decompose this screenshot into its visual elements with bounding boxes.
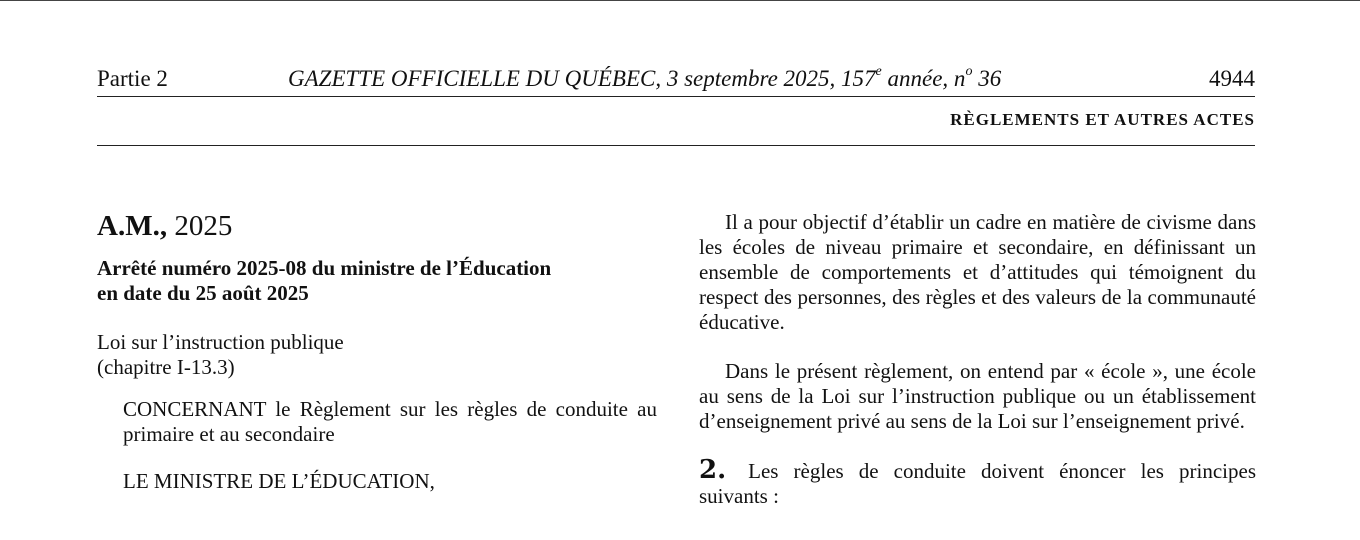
paragraph-definition: Dans le présent règlement, on entend par « école », une école au sens de la Loi sur l’instruction publique ou un établissement d’enseignement privé au sens de la Loi sur l’enseignement privé. — [699, 359, 1256, 433]
concernant-text: CONCERNANT le Règlement sur les règles de conduite au primaire et au secondaire — [123, 397, 657, 446]
loi-reference: Loi sur l’instruction publique (chapitre I-13.3) — [97, 330, 344, 379]
paragraph-objectif: Il a pour objectif d’établir un cadre en matière de civisme dans les écoles de niveau primaire et secondaire, en définissant un ensemble de comportements et d’attitudes qui témoignent du respect des personnes, des règles et des valeurs de la communauté éducative. — [699, 210, 1256, 334]
header-gazette-title: GAZETTE OFFICIELLE DU QUÉBEC, 3 septembre 2025, 157e année, $n^o$ 36 — [288, 64, 1002, 91]
top-border — [0, 0, 1360, 1]
section-rule — [97, 145, 1255, 146]
am-title: A.M., 2025 — [97, 210, 233, 242]
article-number: 2. — [699, 455, 727, 485]
section-label: RÈGLEMENTS ET AUTRES ACTES — [950, 110, 1255, 129]
page-header — [97, 64, 1255, 94]
right-column — [699, 210, 1256, 509]
left-column — [97, 208, 657, 494]
header-rule — [97, 96, 1255, 97]
header-part: Partie 2 — [97, 66, 168, 91]
ministre-text: LE MINISTRE DE L’ÉDUCATION, — [123, 469, 435, 493]
arrete-title: Arrêté numéro 2025-08 du ministre de l’Éducation en date du 25 août 2025 — [97, 256, 552, 305]
header-page-number: 4944 — [1209, 66, 1255, 91]
article-text: Les règles de conduite doivent énoncer les principes suivants : — [699, 459, 1256, 508]
article-2 — [699, 455, 1256, 509]
